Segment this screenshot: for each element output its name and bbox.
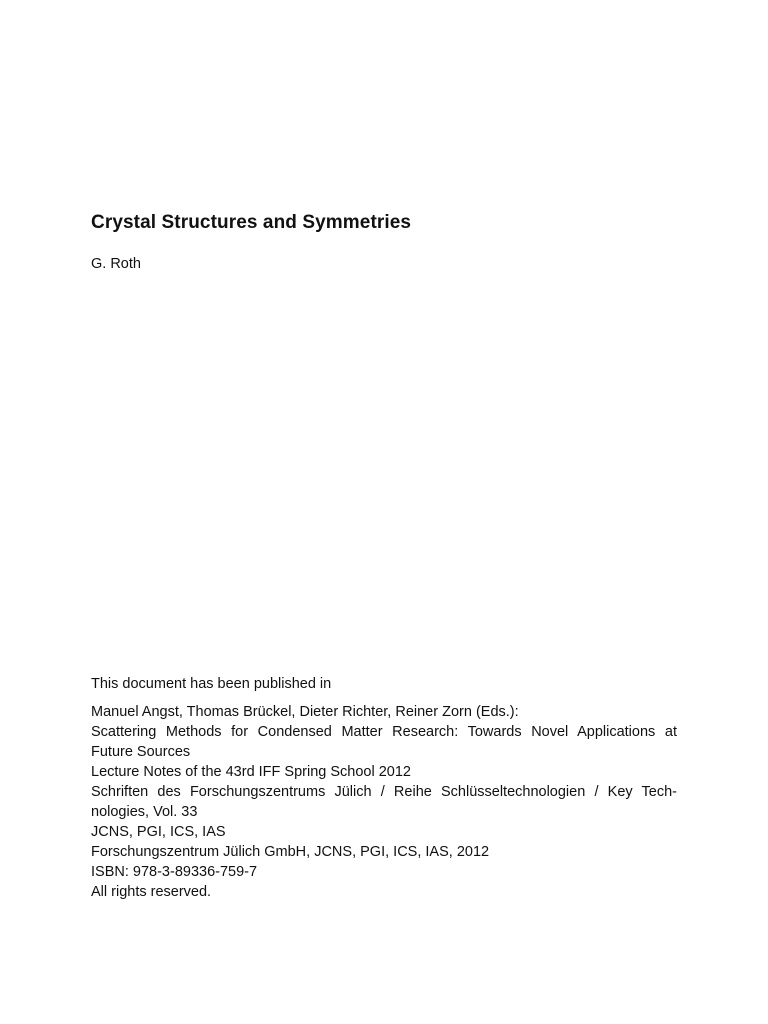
publication-line-lecture-notes: Lecture Notes of the 43rd IFF Spring School 2012 bbox=[91, 764, 411, 780]
publication-line-isbn: ISBN: 978-3-89336-759-7 bbox=[91, 864, 258, 880]
publication-details bbox=[91, 702, 677, 902]
publication-line-publisher: Forschungszentrum Jülich GmbH, JCNS, PGI, ICS, IAS, 2012 bbox=[91, 844, 490, 860]
publication-intro: This document has been published in bbox=[91, 676, 332, 692]
publication-line-rights: All rights reserved. bbox=[91, 884, 212, 900]
publication-line-book-title-cont: Future Sources bbox=[91, 744, 191, 760]
publication-line-institutes: JCNS, PGI, ICS, IAS bbox=[91, 824, 226, 840]
author-name: G. Roth bbox=[91, 256, 141, 272]
publication-line-series: Schriften des Forschungszentrums Jülich / Reihe Schlüsseltechnologien / Key Tech- bbox=[91, 784, 677, 800]
document-title: Crystal Structures and Symmetries bbox=[91, 212, 412, 233]
publication-line-series-cont: nologies, Vol. 33 bbox=[91, 804, 198, 820]
publication-line-book-title: Scattering Methods for Condensed Matter Research: Towards Novel Applications at bbox=[91, 724, 677, 740]
publication-line-editors: Manuel Angst, Thomas Brückel, Dieter Richter, Reiner Zorn (Eds.): bbox=[91, 704, 519, 720]
